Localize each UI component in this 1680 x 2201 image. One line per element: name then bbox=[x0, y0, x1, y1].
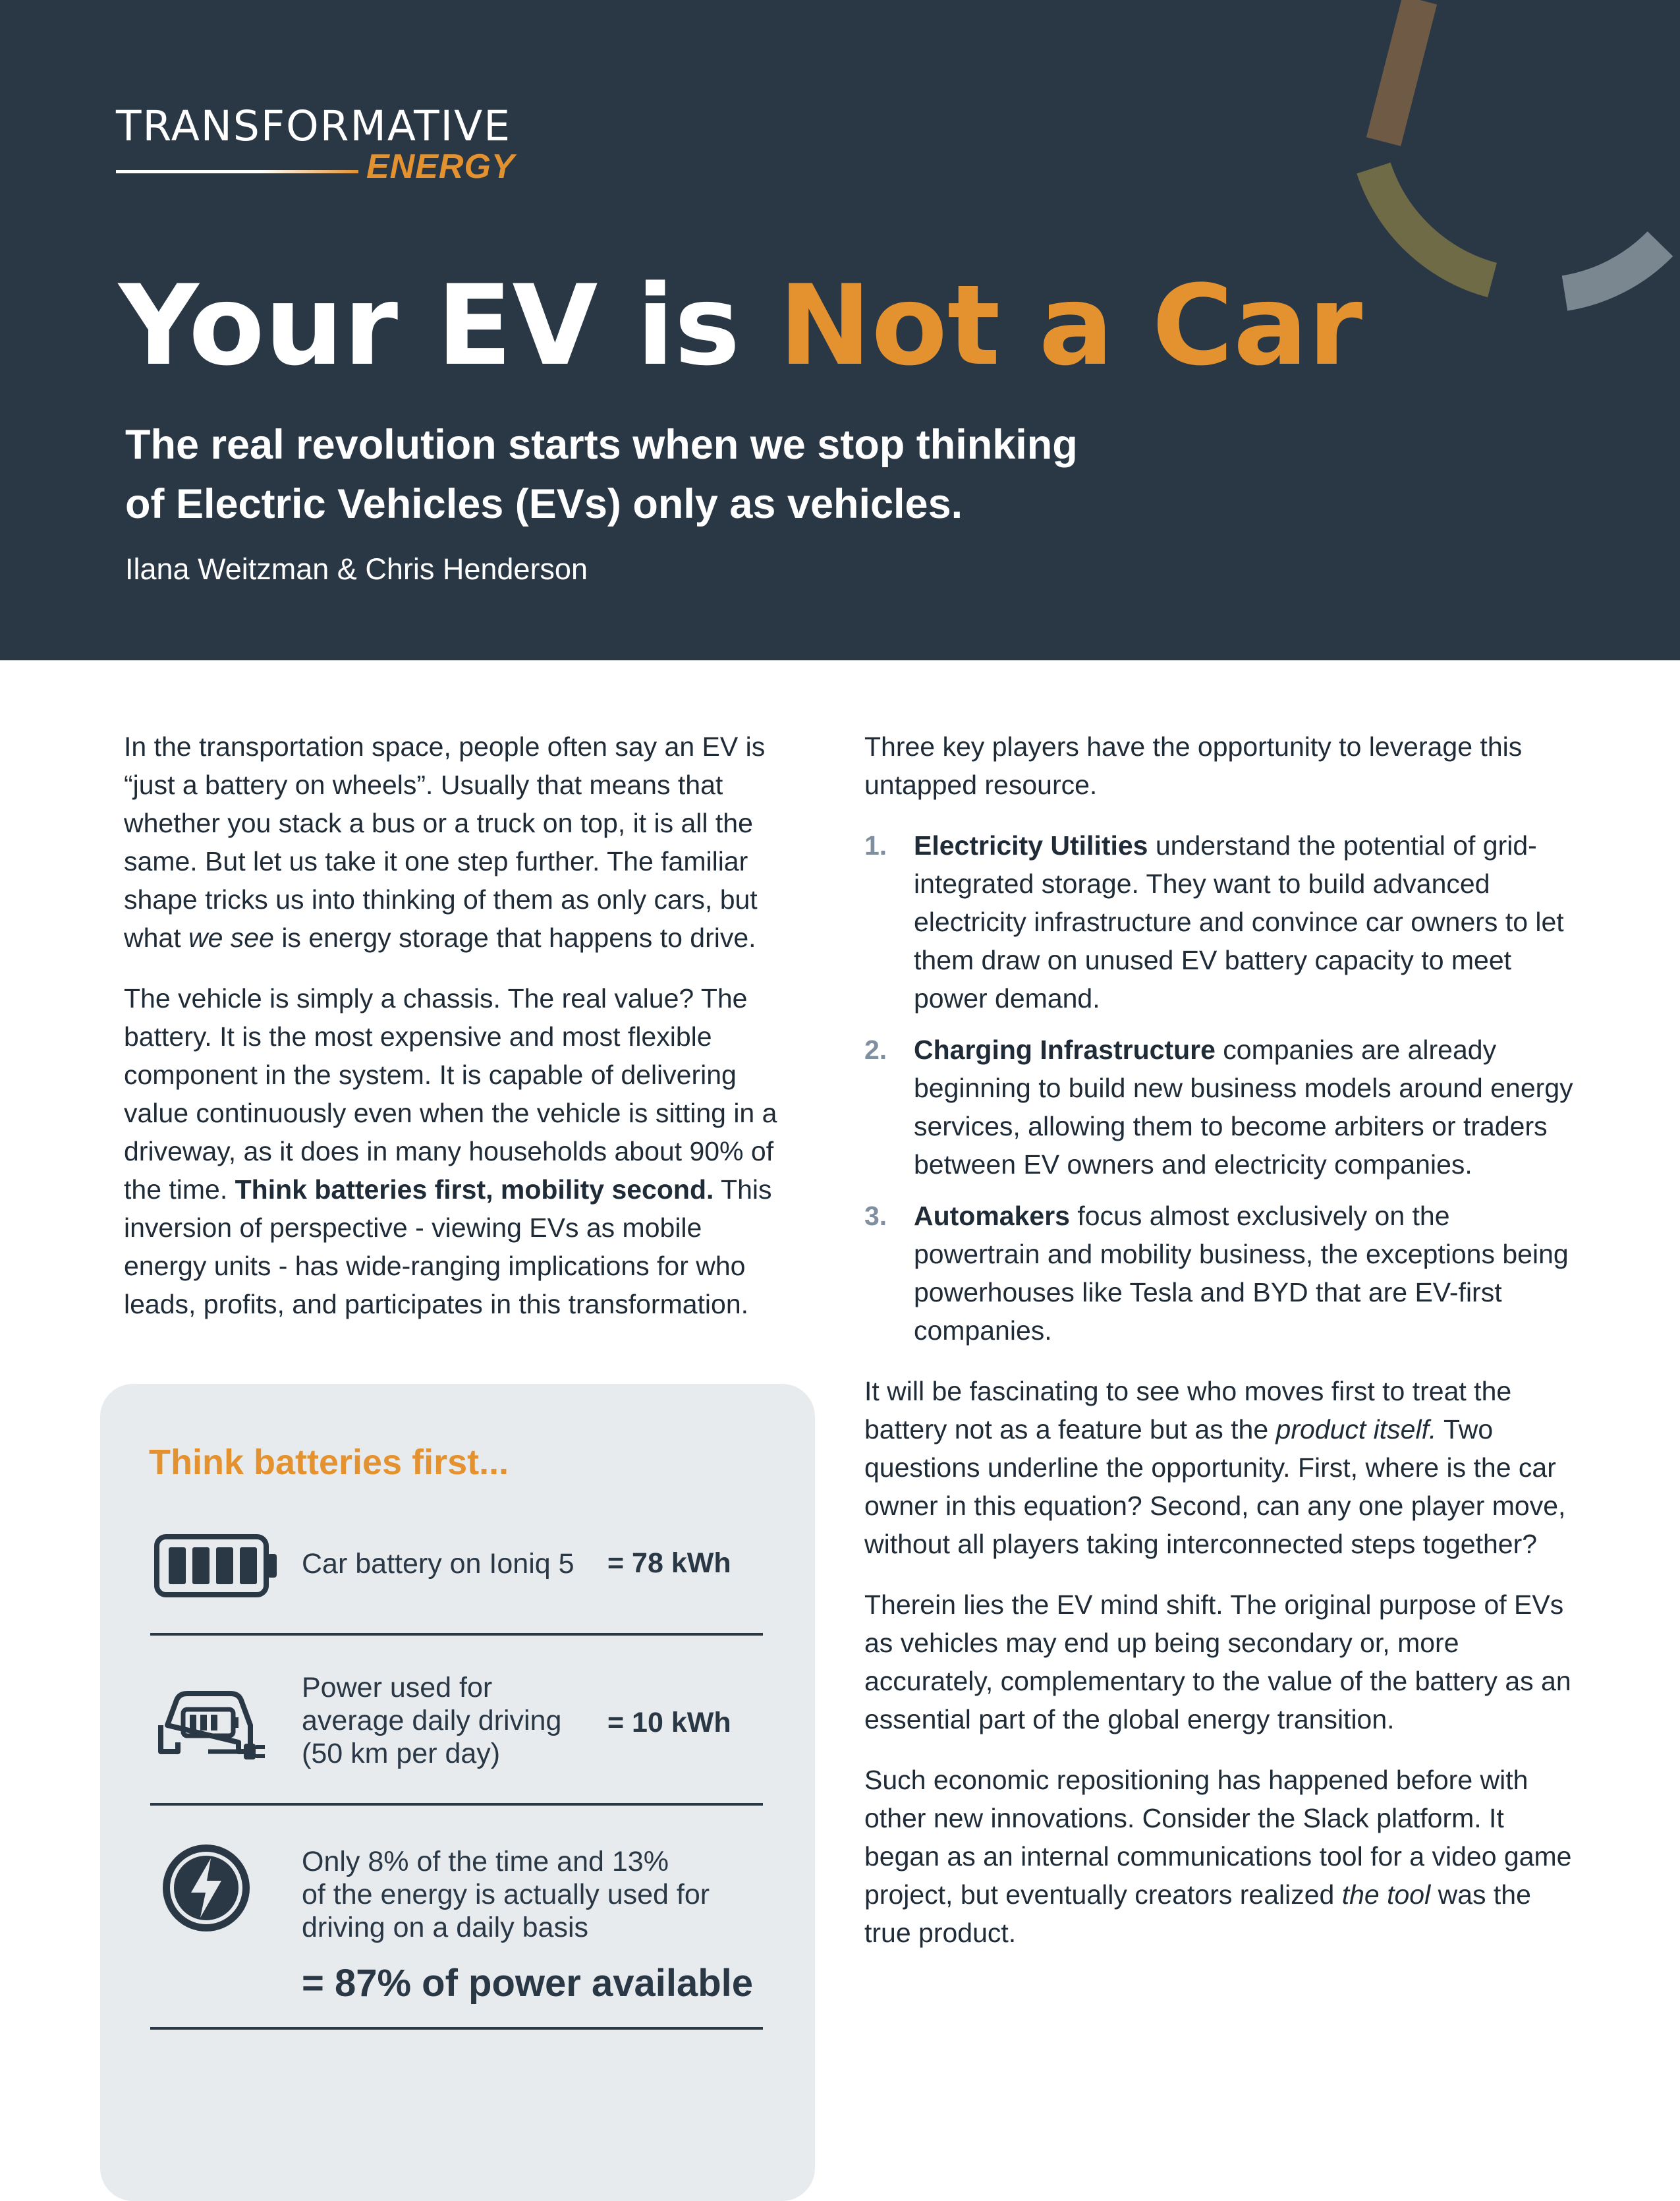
right-column bbox=[864, 728, 1576, 1974]
emphasis-the-tool: the tool bbox=[1341, 1879, 1431, 1910]
logo-underline bbox=[116, 170, 358, 173]
battery-capacity-value: = 78 kWh bbox=[607, 1547, 731, 1579]
list-item-text: focus almost exclusively on the powertrain and mobility business, the exceptions being powerhouses like Tesla and BYD that are EV-first companies. bbox=[914, 1201, 1569, 1346]
ev-charging-icon bbox=[152, 1674, 270, 1766]
daily-driving-value: = 10 kWh bbox=[607, 1707, 731, 1738]
subtitle-line-1: The real revolution starts when we stop thinking bbox=[125, 422, 1078, 468]
divider bbox=[150, 1803, 763, 1806]
subtitle-line-2: of Electric Vehicles (EVs) only as vehicles. bbox=[125, 481, 963, 527]
title-main: Your EV is bbox=[119, 261, 779, 390]
list-item bbox=[864, 1031, 1576, 1184]
list-item-title: Electricity Utilities bbox=[914, 830, 1148, 861]
ring-arc-grey bbox=[1565, 244, 1660, 293]
list-item-title: Charging Infrastructure bbox=[914, 1035, 1216, 1065]
lightning-bolt-icon bbox=[157, 1839, 256, 1937]
usage-stats-label bbox=[302, 1845, 710, 1944]
brand-logo bbox=[116, 102, 515, 186]
battery-capacity-label: Car battery on Ioniq 5 bbox=[302, 1548, 574, 1580]
usage-line-1: Only 8% of the time and 13% bbox=[302, 1846, 669, 1877]
title-accent: Not a Car bbox=[778, 261, 1363, 390]
battery-icon bbox=[154, 1534, 279, 1597]
logo-wordmark-top: TRANSFORMATIVE bbox=[116, 102, 512, 150]
divider bbox=[150, 2027, 763, 2030]
paragraph-key-players: Three key players have the opportunity to leverage this untapped resource. bbox=[864, 731, 1523, 800]
power-available-value: = 87% of power available bbox=[302, 1962, 754, 2005]
ring-arc-brown bbox=[1384, 0, 1420, 142]
list-item-text: understand the potential of grid-integrated storage. They want to build advanced electricity infrastructure and convince car owners to let them draw on unused EV battery capacity to meet power demand. bbox=[914, 830, 1564, 1014]
key-players-list bbox=[864, 826, 1576, 1350]
header-banner bbox=[0, 0, 1680, 660]
ring-arc-olive bbox=[1374, 168, 1492, 280]
stats-sidebar bbox=[100, 1384, 815, 2201]
list-number: 3. bbox=[864, 1201, 887, 1231]
list-item bbox=[864, 826, 1576, 1017]
page-title bbox=[119, 261, 1363, 390]
list-item-text: companies are already beginning to build new business models around energy services, allowing them to become arbiters or traders between EV owners and electricity companies. bbox=[914, 1035, 1573, 1180]
authors: Ilana Weitzman & Chris Henderson bbox=[125, 552, 588, 586]
subtitle bbox=[125, 415, 1179, 534]
daily-driving-line-3: (50 km per day) bbox=[302, 1738, 501, 1769]
usage-line-2: of the energy is actually used for bbox=[302, 1879, 710, 1910]
left-column bbox=[124, 728, 789, 1346]
emphasis-product-itself: product itself. bbox=[1275, 1414, 1437, 1444]
paragraph-mind-shift: Therein lies the EV mind shift. The original purpose of EVs as vehicles may end up being secondary or, more accurately, complementary to the value of the battery as an essential part of the global energy transition. bbox=[864, 1589, 1571, 1734]
list-item-title: Automakers bbox=[914, 1201, 1070, 1231]
list-item bbox=[864, 1197, 1576, 1350]
paragraph-intro: In the transportation space, people often say an EV is “just a battery on wheels”. Usually that means that whether you stack a bus or a truck on top, it is all the same. But let us take it one step further. The familiar shape tricks us into thinking of them as only cars, but what we see is energy storage that happens to drive. bbox=[124, 731, 766, 953]
emphasis-we-see: we see bbox=[188, 923, 274, 953]
paragraph-slack-example: Such economic repositioning has happened before with other new innovations. Consider the Slack platform. It began as an internal communications tool for a video game project, but eventually creators realized the tool was the true product. bbox=[864, 1765, 1572, 1948]
divider bbox=[150, 1633, 763, 1636]
daily-driving-label bbox=[302, 1671, 561, 1770]
daily-driving-line-2: average daily driving bbox=[302, 1705, 562, 1736]
list-number: 2. bbox=[864, 1035, 887, 1065]
list-number: 1. bbox=[864, 830, 887, 861]
decorative-ring bbox=[1318, 0, 1680, 343]
emphasis-batteries-first: Think batteries first, mobility second. bbox=[235, 1174, 714, 1205]
sidebar-heading: Think batteries first... bbox=[149, 1443, 509, 1482]
paragraph-who-moves-first: It will be fascinating to see who moves first to treat the battery not as a feature but as the product itself. Two questions underline the opportunity. First, where is the car owner in this equation? Second, can any one player move, without all players taking interconnected steps together? bbox=[864, 1376, 1566, 1559]
logo-wordmark-bottom: ENERGY bbox=[366, 148, 515, 186]
paragraph-battery-value: The vehicle is simply a chassis. The real value? The battery. It is the most expensive and most flexible component in the system. It is capable of delivering value continuously even when the vehicle is sitting in a driveway, as it does in many households about 90% of the time. Think batteries first, mobility second. This inversion of perspective - viewing EVs as mobile energy units - has wide-ranging implications for who leads, profits, and participates in this transformation. bbox=[124, 983, 777, 1319]
daily-driving-line-1: Power used for bbox=[302, 1672, 493, 1703]
usage-line-3: driving on a daily basis bbox=[302, 1912, 589, 1943]
